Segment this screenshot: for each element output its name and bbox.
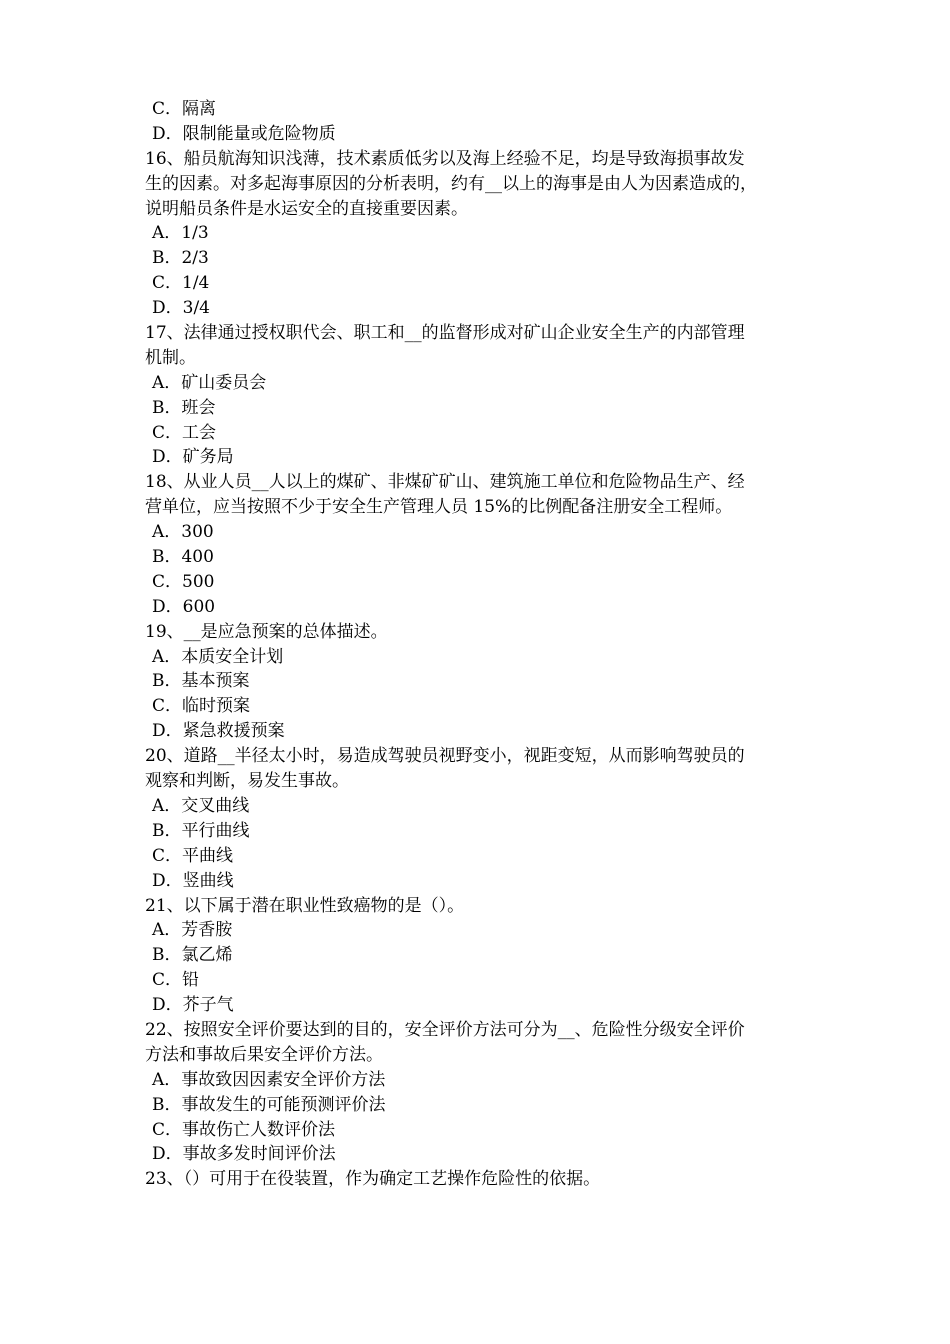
option-b: B．平行曲线 — [152, 820, 250, 841]
option-a: A．芳香胺 — [152, 920, 233, 941]
option-d: D．3/4 — [152, 298, 210, 319]
option-line: D．限制能量或危险物质 — [152, 123, 336, 144]
option-d: D．矿务局 — [152, 447, 234, 468]
option-a: A．本质安全计划 — [152, 646, 284, 667]
option-b: B．事故发生的可能预测评价法 — [152, 1094, 386, 1115]
question-text: 方法和事故后果安全评价方法。 — [145, 1044, 383, 1065]
option-b: B．2/3 — [152, 248, 209, 269]
option-a: A．300 — [152, 522, 214, 543]
question-text: 17、法律通过授权职代会、职工和__的监督形成对矿山企业安全生产的内部管理 — [145, 323, 745, 344]
question-21 — [145, 894, 820, 1018]
option-c: C．临时预案 — [152, 696, 251, 717]
question-22 — [145, 1018, 820, 1167]
option-d: D．竖曲线 — [152, 870, 234, 891]
question-text: 生的因素。对多起海事原因的分析表明，约有__以上的海事是由人为因素造成的， — [145, 173, 757, 194]
option-line: C．隔离 — [152, 99, 217, 119]
option-c: C．铅 — [152, 970, 200, 991]
option-c: C．平曲线 — [152, 845, 234, 866]
option-a: A．事故致因因素安全评价方法 — [152, 1069, 386, 1090]
option-d: D．芥子气 — [152, 995, 234, 1016]
option-d: D．600 — [152, 596, 216, 617]
question-text: 19、__是应急预案的总体描述。 — [145, 621, 388, 642]
question-19 — [145, 620, 820, 744]
option-b: B．氯乙烯 — [152, 945, 233, 966]
question-text: 21、以下属于潜在职业性致癌物的是（）。 — [145, 895, 465, 916]
option-c: C．工会 — [152, 422, 217, 443]
question-text: 23、（）可用于在役装置，作为确定工艺操作危险性的依据。 — [145, 1169, 601, 1190]
question-text: 营单位，应当按照不少于安全生产管理人员 15%的比例配备注册安全工程师。 — [145, 497, 733, 518]
option-c: C．500 — [152, 571, 215, 592]
option-a: A．矿山委员会 — [152, 372, 267, 393]
question-text: 22、按照安全评价要达到的目的，安全评价方法可分为__、危险性分级安全评价 — [145, 1019, 745, 1040]
option-c: C．1/4 — [152, 273, 210, 294]
option-b: B．400 — [152, 547, 214, 568]
question-text: 16、船员航海知识浅薄，技术素质低劣以及海上经验不足，均是导致海损事故发 — [145, 148, 745, 169]
option-b: B．班会 — [152, 397, 216, 418]
option-a: A．交叉曲线 — [152, 795, 250, 816]
question-23 — [145, 1167, 820, 1192]
question-text: 机制。 — [145, 347, 196, 368]
question-17 — [145, 321, 820, 470]
question-16 — [145, 147, 820, 321]
question-20 — [145, 744, 820, 893]
option-a: A．1/3 — [152, 223, 209, 244]
question-18 — [145, 470, 820, 619]
option-d: D．紧急救援预案 — [152, 721, 285, 742]
question-text: 观察和判断，易发生事故。 — [145, 771, 349, 792]
option-d: D．事故多发时间评价法 — [152, 1144, 336, 1165]
option-b: B．基本预案 — [152, 671, 250, 692]
question-text: 18、从业人员__人以上的煤矿、非煤矿矿山、建筑施工单位和危险物品生产、经 — [145, 472, 745, 493]
question-text: 说明船员条件是水运安全的直接重要因素。 — [145, 198, 468, 219]
option-c: C．事故伤亡人数评价法 — [152, 1119, 336, 1140]
question-text: 20、道路__半径太小时，易造成驾驶员视野变小，视距变短，从而影响驾驶员的 — [145, 746, 745, 767]
